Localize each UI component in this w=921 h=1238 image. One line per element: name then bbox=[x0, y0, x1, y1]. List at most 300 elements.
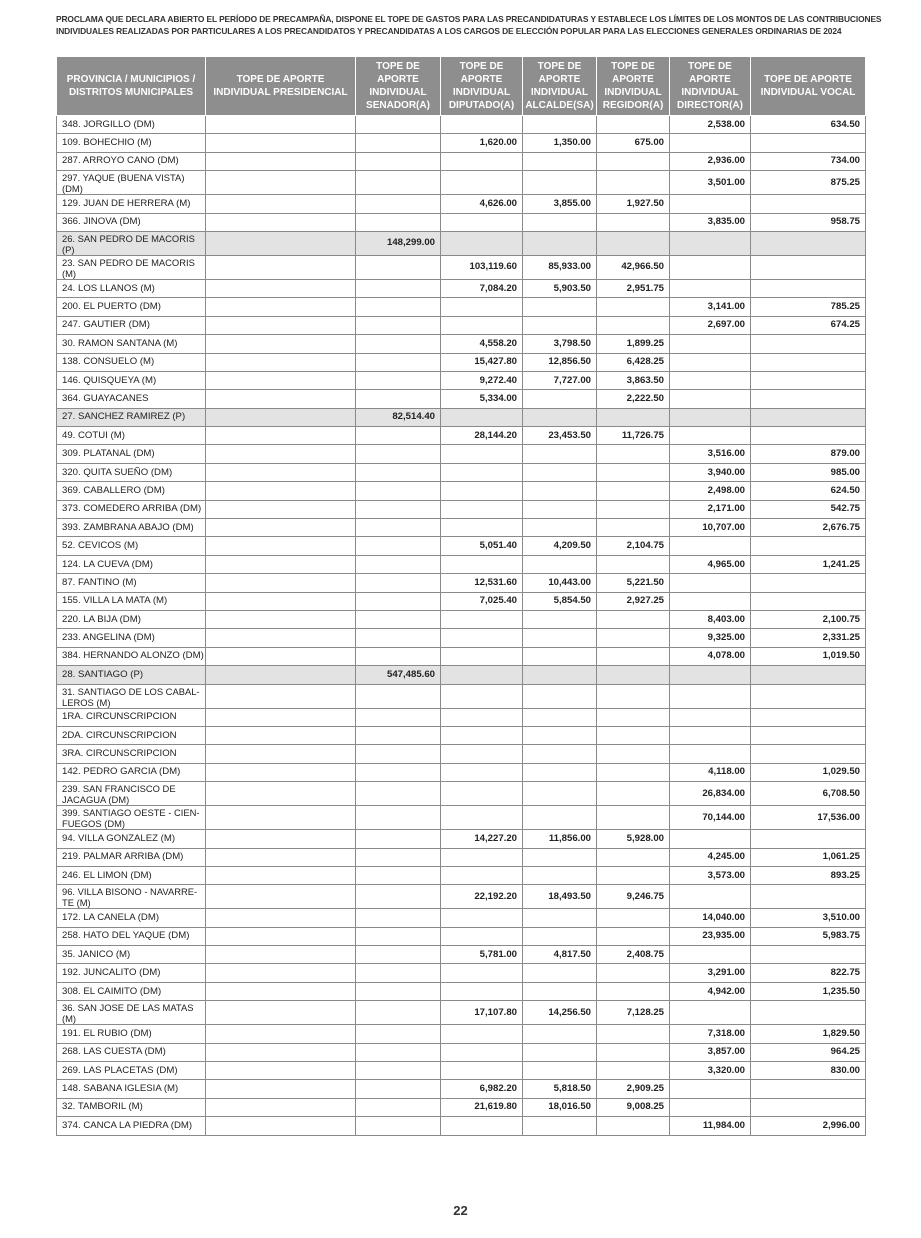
cell-vocal: 785.25 bbox=[751, 298, 866, 316]
cell-senador bbox=[356, 371, 441, 389]
table-row bbox=[57, 708, 866, 726]
cell-diputado bbox=[441, 519, 523, 537]
cell-regidor bbox=[597, 708, 670, 726]
cell-vocal: 958.75 bbox=[751, 213, 866, 231]
cell-alcalde bbox=[523, 1043, 597, 1061]
cell-alcalde: 23,453.50 bbox=[523, 427, 597, 445]
cell-diputado bbox=[441, 445, 523, 463]
cell-vocal: 1,829.50 bbox=[751, 1025, 866, 1043]
cell-regidor: 2,222.50 bbox=[597, 390, 670, 408]
table-row bbox=[57, 726, 866, 744]
cell-regidor: 5,221.50 bbox=[597, 574, 670, 592]
table-row bbox=[57, 592, 866, 610]
cell-alcalde bbox=[523, 666, 597, 684]
cell-presidencial bbox=[206, 629, 356, 647]
cell-diputado: 9,272.40 bbox=[441, 371, 523, 389]
table-row bbox=[57, 885, 866, 909]
cell-vocal bbox=[751, 134, 866, 152]
cell-regidor: 5,928.00 bbox=[597, 830, 670, 848]
cell-senador bbox=[356, 171, 441, 195]
cell-director bbox=[670, 371, 751, 389]
cell-vocal bbox=[751, 726, 866, 744]
cell-presidencial bbox=[206, 1001, 356, 1025]
cell-vocal: 1,241.25 bbox=[751, 555, 866, 573]
cell-diputado: 4,558.20 bbox=[441, 335, 523, 353]
cell-name: 399. SANTIAGO OESTE - CIEN-FUEGOS (DM) bbox=[57, 806, 206, 830]
cell-alcalde bbox=[523, 231, 597, 255]
cell-director: 2,936.00 bbox=[670, 152, 751, 170]
cell-senador bbox=[356, 927, 441, 945]
cell-director: 2,538.00 bbox=[670, 116, 751, 134]
cell-presidencial bbox=[206, 213, 356, 231]
cell-diputado bbox=[441, 555, 523, 573]
cell-alcalde: 4,209.50 bbox=[523, 537, 597, 555]
cell-presidencial bbox=[206, 390, 356, 408]
cell-senador bbox=[356, 116, 441, 134]
page-number: 22 bbox=[453, 1203, 468, 1218]
cell-director bbox=[670, 830, 751, 848]
column-header-diputado: TOPE DE APORTE INDIVIDUAL DIPUTADO(A) bbox=[441, 57, 523, 116]
table-row bbox=[57, 335, 866, 353]
cell-vocal: 830.00 bbox=[751, 1062, 866, 1080]
cell-senador bbox=[356, 1062, 441, 1080]
cell-diputado: 4,626.00 bbox=[441, 195, 523, 213]
cell-director bbox=[670, 684, 751, 708]
cell-director bbox=[670, 279, 751, 297]
contribution-caps-table bbox=[56, 56, 866, 1136]
cell-diputado bbox=[441, 116, 523, 134]
cell-presidencial bbox=[206, 1025, 356, 1043]
cell-director: 3,291.00 bbox=[670, 964, 751, 982]
table-row bbox=[57, 1098, 866, 1116]
cell-name: 258. HATO DEL YAQUE (DM) bbox=[57, 927, 206, 945]
cell-senador bbox=[356, 134, 441, 152]
table-row bbox=[57, 1062, 866, 1080]
cell-vocal: 6,708.50 bbox=[751, 782, 866, 806]
cell-alcalde bbox=[523, 610, 597, 628]
cell-senador bbox=[356, 684, 441, 708]
cell-regidor bbox=[597, 500, 670, 518]
cell-regidor bbox=[597, 909, 670, 927]
cell-senador bbox=[356, 537, 441, 555]
cell-alcalde bbox=[523, 763, 597, 781]
cell-alcalde bbox=[523, 745, 597, 763]
cell-name: 239. SAN FRANCISCO DE JACAGUA (DM) bbox=[57, 782, 206, 806]
column-header-senador: TOPE DE APORTE INDIVIDUAL SENADOR(A) bbox=[356, 57, 441, 116]
cell-director: 2,697.00 bbox=[670, 316, 751, 334]
cell-vocal bbox=[751, 1080, 866, 1098]
table-row bbox=[57, 390, 866, 408]
cell-alcalde bbox=[523, 298, 597, 316]
cell-director bbox=[670, 231, 751, 255]
table-row bbox=[57, 316, 866, 334]
cell-name: 269. LAS PLACETAS (DM) bbox=[57, 1062, 206, 1080]
cell-presidencial bbox=[206, 279, 356, 297]
cell-senador: 82,514.40 bbox=[356, 408, 441, 426]
cell-regidor: 42,966.50 bbox=[597, 255, 670, 279]
cell-vocal bbox=[751, 666, 866, 684]
table-row bbox=[57, 1080, 866, 1098]
cell-director bbox=[670, 408, 751, 426]
cell-director bbox=[670, 574, 751, 592]
table-row bbox=[57, 745, 866, 763]
cell-alcalde bbox=[523, 866, 597, 884]
cell-senador bbox=[356, 298, 441, 316]
cell-regidor bbox=[597, 171, 670, 195]
cell-name: 94. VILLA GONZALEZ (M) bbox=[57, 830, 206, 848]
cell-presidencial bbox=[206, 482, 356, 500]
cell-director bbox=[670, 537, 751, 555]
cell-presidencial bbox=[206, 134, 356, 152]
cell-diputado bbox=[441, 848, 523, 866]
cell-senador bbox=[356, 1043, 441, 1061]
cell-alcalde: 18,493.50 bbox=[523, 885, 597, 909]
cell-alcalde bbox=[523, 1117, 597, 1135]
cell-senador bbox=[356, 500, 441, 518]
column-header-regidor: TOPE DE APORTE INDIVIDUAL REGIDOR(A) bbox=[597, 57, 670, 116]
cell-presidencial bbox=[206, 574, 356, 592]
cell-regidor: 2,927.25 bbox=[597, 592, 670, 610]
cell-name: 219. PALMAR ARRIBA (DM) bbox=[57, 848, 206, 866]
cell-senador: 148,299.00 bbox=[356, 231, 441, 255]
cell-presidencial bbox=[206, 745, 356, 763]
cell-director bbox=[670, 726, 751, 744]
cell-director: 4,078.00 bbox=[670, 647, 751, 665]
cell-diputado: 5,051.40 bbox=[441, 537, 523, 555]
cell-name: 87. FANTINO (M) bbox=[57, 574, 206, 592]
cell-senador bbox=[356, 427, 441, 445]
cell-vocal bbox=[751, 946, 866, 964]
cell-name: 373. COMEDERO ARRIBA (DM) bbox=[57, 500, 206, 518]
table-row bbox=[57, 830, 866, 848]
cell-director: 3,835.00 bbox=[670, 213, 751, 231]
cell-diputado: 5,781.00 bbox=[441, 946, 523, 964]
cell-senador bbox=[356, 213, 441, 231]
cell-presidencial bbox=[206, 1043, 356, 1061]
cell-senador bbox=[356, 726, 441, 744]
cell-regidor bbox=[597, 1025, 670, 1043]
cell-vocal: 542.75 bbox=[751, 500, 866, 518]
cell-diputado bbox=[441, 866, 523, 884]
cell-diputado bbox=[441, 745, 523, 763]
cell-name: 24. LOS LLANOS (M) bbox=[57, 279, 206, 297]
cell-diputado bbox=[441, 726, 523, 744]
cell-senador bbox=[356, 255, 441, 279]
cell-diputado: 22,192.20 bbox=[441, 885, 523, 909]
cell-alcalde bbox=[523, 726, 597, 744]
cell-director: 10,707.00 bbox=[670, 519, 751, 537]
cell-director: 3,573.00 bbox=[670, 866, 751, 884]
cell-director: 4,245.00 bbox=[670, 848, 751, 866]
cell-alcalde bbox=[523, 647, 597, 665]
cell-regidor bbox=[597, 982, 670, 1000]
cell-alcalde: 5,818.50 bbox=[523, 1080, 597, 1098]
cell-name: 28. SANTIAGO (P) bbox=[57, 666, 206, 684]
cell-name: 23. SAN PEDRO DE MACORIS (M) bbox=[57, 255, 206, 279]
cell-director: 11,984.00 bbox=[670, 1117, 751, 1135]
cell-director: 4,942.00 bbox=[670, 982, 751, 1000]
cell-alcalde bbox=[523, 171, 597, 195]
cell-senador bbox=[356, 782, 441, 806]
cell-presidencial bbox=[206, 909, 356, 927]
table-row bbox=[57, 298, 866, 316]
cell-senador bbox=[356, 647, 441, 665]
cell-director: 3,501.00 bbox=[670, 171, 751, 195]
cell-diputado: 21,619.80 bbox=[441, 1098, 523, 1116]
cell-senador bbox=[356, 866, 441, 884]
cell-regidor: 11,726.75 bbox=[597, 427, 670, 445]
cell-senador bbox=[356, 964, 441, 982]
cell-alcalde bbox=[523, 684, 597, 708]
cell-director bbox=[670, 255, 751, 279]
cell-regidor bbox=[597, 1062, 670, 1080]
cell-name: 192. JUNCALITO (DM) bbox=[57, 964, 206, 982]
cell-senador bbox=[356, 195, 441, 213]
cell-name: 148. SABANA IGLESIA (M) bbox=[57, 1080, 206, 1098]
cell-name: 191. EL RUBIO (DM) bbox=[57, 1025, 206, 1043]
cell-diputado bbox=[441, 213, 523, 231]
table-row bbox=[57, 848, 866, 866]
cell-senador bbox=[356, 335, 441, 353]
cell-alcalde: 11,856.00 bbox=[523, 830, 597, 848]
cell-presidencial bbox=[206, 255, 356, 279]
table-row bbox=[57, 152, 866, 170]
cell-name: 138. CONSUELO (M) bbox=[57, 353, 206, 371]
cell-name: 247. GAUTIER (DM) bbox=[57, 316, 206, 334]
cell-diputado bbox=[441, 708, 523, 726]
cell-presidencial bbox=[206, 708, 356, 726]
cell-senador bbox=[356, 555, 441, 573]
table-row bbox=[57, 684, 866, 708]
cell-alcalde bbox=[523, 555, 597, 573]
cell-alcalde bbox=[523, 390, 597, 408]
cell-alcalde bbox=[523, 909, 597, 927]
table-row bbox=[57, 610, 866, 628]
cell-vocal: 875.25 bbox=[751, 171, 866, 195]
cell-director: 9,325.00 bbox=[670, 629, 751, 647]
cell-alcalde bbox=[523, 708, 597, 726]
cell-senador bbox=[356, 463, 441, 481]
cell-name: 35. JANICO (M) bbox=[57, 946, 206, 964]
cell-regidor bbox=[597, 445, 670, 463]
table-row bbox=[57, 647, 866, 665]
cell-vocal: 985.00 bbox=[751, 463, 866, 481]
cell-presidencial bbox=[206, 463, 356, 481]
cell-name: 96. VILLA BISONO - NAVARRE-TE (M) bbox=[57, 885, 206, 909]
table-row bbox=[57, 909, 866, 927]
cell-diputado bbox=[441, 684, 523, 708]
table-row bbox=[57, 463, 866, 481]
cell-alcalde bbox=[523, 782, 597, 806]
column-header-director: TOPE DE APORTE INDIVIDUAL DIRECTOR(A) bbox=[670, 57, 751, 116]
cell-regidor bbox=[597, 927, 670, 945]
cell-regidor: 2,408.75 bbox=[597, 946, 670, 964]
cell-diputado bbox=[441, 806, 523, 830]
cell-alcalde bbox=[523, 519, 597, 537]
cell-diputado: 12,531.60 bbox=[441, 574, 523, 592]
cell-senador bbox=[356, 592, 441, 610]
cell-director bbox=[670, 1080, 751, 1098]
cell-regidor bbox=[597, 726, 670, 744]
cell-senador bbox=[356, 574, 441, 592]
cell-senador bbox=[356, 909, 441, 927]
cell-senador bbox=[356, 806, 441, 830]
cell-diputado bbox=[441, 316, 523, 334]
cell-presidencial bbox=[206, 1117, 356, 1135]
cell-presidencial bbox=[206, 353, 356, 371]
cell-regidor bbox=[597, 482, 670, 500]
cell-regidor bbox=[597, 555, 670, 573]
cell-vocal: 964.25 bbox=[751, 1043, 866, 1061]
cell-presidencial bbox=[206, 982, 356, 1000]
cell-alcalde bbox=[523, 982, 597, 1000]
cell-vocal: 3,510.00 bbox=[751, 909, 866, 927]
cell-diputado: 7,084.20 bbox=[441, 279, 523, 297]
cell-alcalde bbox=[523, 116, 597, 134]
cell-director bbox=[670, 666, 751, 684]
cell-vocal: 2,100.75 bbox=[751, 610, 866, 628]
cell-diputado bbox=[441, 152, 523, 170]
cell-presidencial bbox=[206, 848, 356, 866]
cell-diputado bbox=[441, 647, 523, 665]
cell-senador bbox=[356, 885, 441, 909]
cell-vocal: 2,676.75 bbox=[751, 519, 866, 537]
cell-senador bbox=[356, 610, 441, 628]
cell-presidencial bbox=[206, 806, 356, 830]
cell-name: 268. LAS CUESTA (DM) bbox=[57, 1043, 206, 1061]
cell-alcalde bbox=[523, 482, 597, 500]
cell-regidor: 2,909.25 bbox=[597, 1080, 670, 1098]
cell-diputado bbox=[441, 982, 523, 1000]
cell-alcalde: 14,256.50 bbox=[523, 1001, 597, 1025]
cell-alcalde: 4,817.50 bbox=[523, 946, 597, 964]
cell-alcalde: 3,855.00 bbox=[523, 195, 597, 213]
cell-alcalde bbox=[523, 463, 597, 481]
cell-regidor: 675.00 bbox=[597, 134, 670, 152]
cell-vocal bbox=[751, 335, 866, 353]
cell-diputado bbox=[441, 610, 523, 628]
cell-presidencial bbox=[206, 408, 356, 426]
cell-vocal: 2,996.00 bbox=[751, 1117, 866, 1135]
cell-presidencial bbox=[206, 171, 356, 195]
cell-director bbox=[670, 708, 751, 726]
cell-name: 26. SAN PEDRO DE MACORIS (P) bbox=[57, 231, 206, 255]
cell-director: 3,940.00 bbox=[670, 463, 751, 481]
cell-vocal bbox=[751, 195, 866, 213]
cell-diputado bbox=[441, 298, 523, 316]
cell-name: 32. TAMBORIL (M) bbox=[57, 1098, 206, 1116]
cell-diputado bbox=[441, 1043, 523, 1061]
cell-presidencial bbox=[206, 866, 356, 884]
cell-presidencial bbox=[206, 610, 356, 628]
cell-senador bbox=[356, 445, 441, 463]
cell-presidencial bbox=[206, 371, 356, 389]
cell-director bbox=[670, 1098, 751, 1116]
cell-regidor: 9,246.75 bbox=[597, 885, 670, 909]
cell-director: 3,320.00 bbox=[670, 1062, 751, 1080]
cell-diputado bbox=[441, 782, 523, 806]
cell-presidencial bbox=[206, 195, 356, 213]
cell-presidencial bbox=[206, 927, 356, 945]
cell-regidor bbox=[597, 463, 670, 481]
cell-name: 172. LA CANELA (DM) bbox=[57, 909, 206, 927]
cell-alcalde: 10,443.00 bbox=[523, 574, 597, 592]
cell-senador bbox=[356, 482, 441, 500]
cell-regidor bbox=[597, 806, 670, 830]
cell-director: 2,498.00 bbox=[670, 482, 751, 500]
cell-regidor bbox=[597, 647, 670, 665]
cell-diputado bbox=[441, 500, 523, 518]
cell-director: 4,118.00 bbox=[670, 763, 751, 781]
cell-presidencial bbox=[206, 116, 356, 134]
cell-regidor bbox=[597, 231, 670, 255]
cell-regidor bbox=[597, 116, 670, 134]
column-header-alcalde: TOPE DE APORTE INDIVIDUAL ALCALDE(SA) bbox=[523, 57, 597, 116]
cell-regidor bbox=[597, 610, 670, 628]
cell-presidencial bbox=[206, 298, 356, 316]
cell-director: 3,141.00 bbox=[670, 298, 751, 316]
cell-name: 393. ZAMBRANA ABAJO (DM) bbox=[57, 519, 206, 537]
province-row bbox=[57, 231, 866, 255]
cell-name: 348. JORGILLO (DM) bbox=[57, 116, 206, 134]
cell-director bbox=[670, 885, 751, 909]
cell-senador bbox=[356, 946, 441, 964]
cell-diputado: 17,107.80 bbox=[441, 1001, 523, 1025]
cell-diputado bbox=[441, 231, 523, 255]
cell-alcalde bbox=[523, 500, 597, 518]
cell-name: 124. LA CUEVA (DM) bbox=[57, 555, 206, 573]
table-row bbox=[57, 537, 866, 555]
cell-vocal: 5,983.75 bbox=[751, 927, 866, 945]
cell-senador bbox=[356, 279, 441, 297]
table-row bbox=[57, 255, 866, 279]
cell-director bbox=[670, 427, 751, 445]
cell-vocal: 1,029.50 bbox=[751, 763, 866, 781]
cell-senador bbox=[356, 745, 441, 763]
cell-diputado: 5,334.00 bbox=[441, 390, 523, 408]
cell-name: 309. PLATANAL (DM) bbox=[57, 445, 206, 463]
cell-alcalde: 3,798.50 bbox=[523, 335, 597, 353]
cell-presidencial bbox=[206, 763, 356, 781]
table-row bbox=[57, 927, 866, 945]
table-row bbox=[57, 116, 866, 134]
cell-director: 23,935.00 bbox=[670, 927, 751, 945]
cell-presidencial bbox=[206, 666, 356, 684]
cell-regidor: 2,104.75 bbox=[597, 537, 670, 555]
cell-name: 2DA. CIRCUNSCRIPCION bbox=[57, 726, 206, 744]
cell-alcalde bbox=[523, 152, 597, 170]
cell-regidor bbox=[597, 745, 670, 763]
cell-vocal bbox=[751, 231, 866, 255]
cell-regidor: 1,927.50 bbox=[597, 195, 670, 213]
cell-regidor bbox=[597, 316, 670, 334]
cell-senador bbox=[356, 152, 441, 170]
cell-director bbox=[670, 946, 751, 964]
table-row bbox=[57, 946, 866, 964]
cell-presidencial bbox=[206, 519, 356, 537]
cell-alcalde: 18,016.50 bbox=[523, 1098, 597, 1116]
cell-diputado bbox=[441, 666, 523, 684]
cell-diputado bbox=[441, 629, 523, 647]
column-header-vocal: TOPE DE APORTE INDIVIDUAL VOCAL bbox=[751, 57, 866, 116]
cell-director bbox=[670, 195, 751, 213]
cell-name: 233. ANGELINA (DM) bbox=[57, 629, 206, 647]
cell-alcalde: 5,854.50 bbox=[523, 592, 597, 610]
table-row bbox=[57, 519, 866, 537]
cell-diputado bbox=[441, 171, 523, 195]
cell-name: 49. COTUI (M) bbox=[57, 427, 206, 445]
cell-presidencial bbox=[206, 316, 356, 334]
